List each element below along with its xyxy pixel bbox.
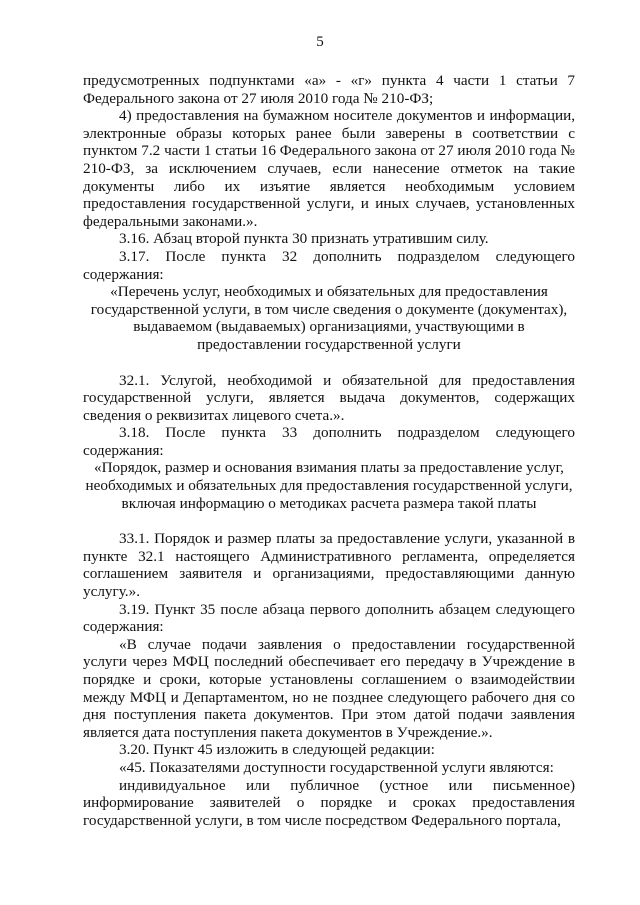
paragraph-32-1: 32.1. Услугой, необходимой и обязательной для предоставления государственной услуги, является выдача документов, содержащих сведения о реквизитах лицевого счета.». bbox=[83, 371, 575, 424]
paragraph-3-20: 3.20. Пункт 45 изложить в следующей редакции: bbox=[119, 741, 435, 759]
subsection-heading-fees: «Порядок, размер и основания взимания платы за предоставление услуг, необходимых и обязательных для предоставления государственной услуги, включая информацию о методиках расчета размера такой платы bbox=[85, 459, 573, 512]
paragraph-45: «45. Показателями доступности государственной услуги являются: bbox=[119, 758, 554, 776]
paragraph-informing: индивидуальное или публичное (устное или письменное) информирование заявителей о порядке и сроках предоставления государственной услуги, в том числе посредством Федерального портала, bbox=[83, 776, 575, 829]
paragraph-item-4: 4) предоставления на бумажном носителе документов и информации, электронные образы которых ранее были заверены в соответствии с пунктом 7.2 части 1 статьи 16 Федерального закона от 27 июля 2010 года № 210-ФЗ, за исключением случаев, если нанесение отметок на такие документы либо их изъятие является необходимым условием предоставления государственной услуги, и иных случаев, установленных федеральными законами.». bbox=[83, 107, 575, 230]
document-body bbox=[83, 72, 575, 829]
paragraph-33-1: 33.1. Порядок и размер платы за предоставление услуги, указанной в пункте 32.1 настоящего Административного регламента, определяется соглашением заявителя и организациями, предоставляющими данную услугу.». bbox=[83, 530, 575, 601]
page-number: 5 bbox=[316, 34, 324, 50]
paragraph-mfc-submission: «В случае подачи заявления о предоставлении государственной услуги через МФЦ последний обеспечивает его передачу в Учреждение в порядке и сроки, которые установлены соглашением о взаимодействии между МФЦ и Департаментом, но не позднее следующего рабочего дня со дня поступления пакета документов. При этом датой подачи заявления является дата поступления пакета документов в Учреждение.». bbox=[83, 635, 575, 741]
paragraph-3-17: 3.17. После пункта 32 дополнить подразделом следующего содержания: bbox=[83, 247, 575, 283]
paragraph-continuation: предусмотренных подпунктами «а» - «г» пункта 4 части 1 статьи 7 Федерального закона от 27 июля 2010 года № 210-ФЗ; bbox=[83, 72, 575, 107]
subsection-heading-services-list: «Перечень услуг, необходимых и обязательных для предоставления государственной услуги, в том числе сведения о документе (документах), выдаваемом (выдаваемых) организациями, участвующими в предоставлении государственной услуги bbox=[90, 283, 568, 353]
paragraph-3-16: 3.16. Абзац второй пункта 30 признать утратившим силу. bbox=[119, 230, 489, 248]
paragraph-3-18: 3.18. После пункта 33 дополнить подразделом следующего содержания: bbox=[83, 424, 575, 459]
paragraph-3-19: 3.19. Пункт 35 после абзаца первого дополнить абзацем следующего содержания: bbox=[83, 600, 575, 636]
